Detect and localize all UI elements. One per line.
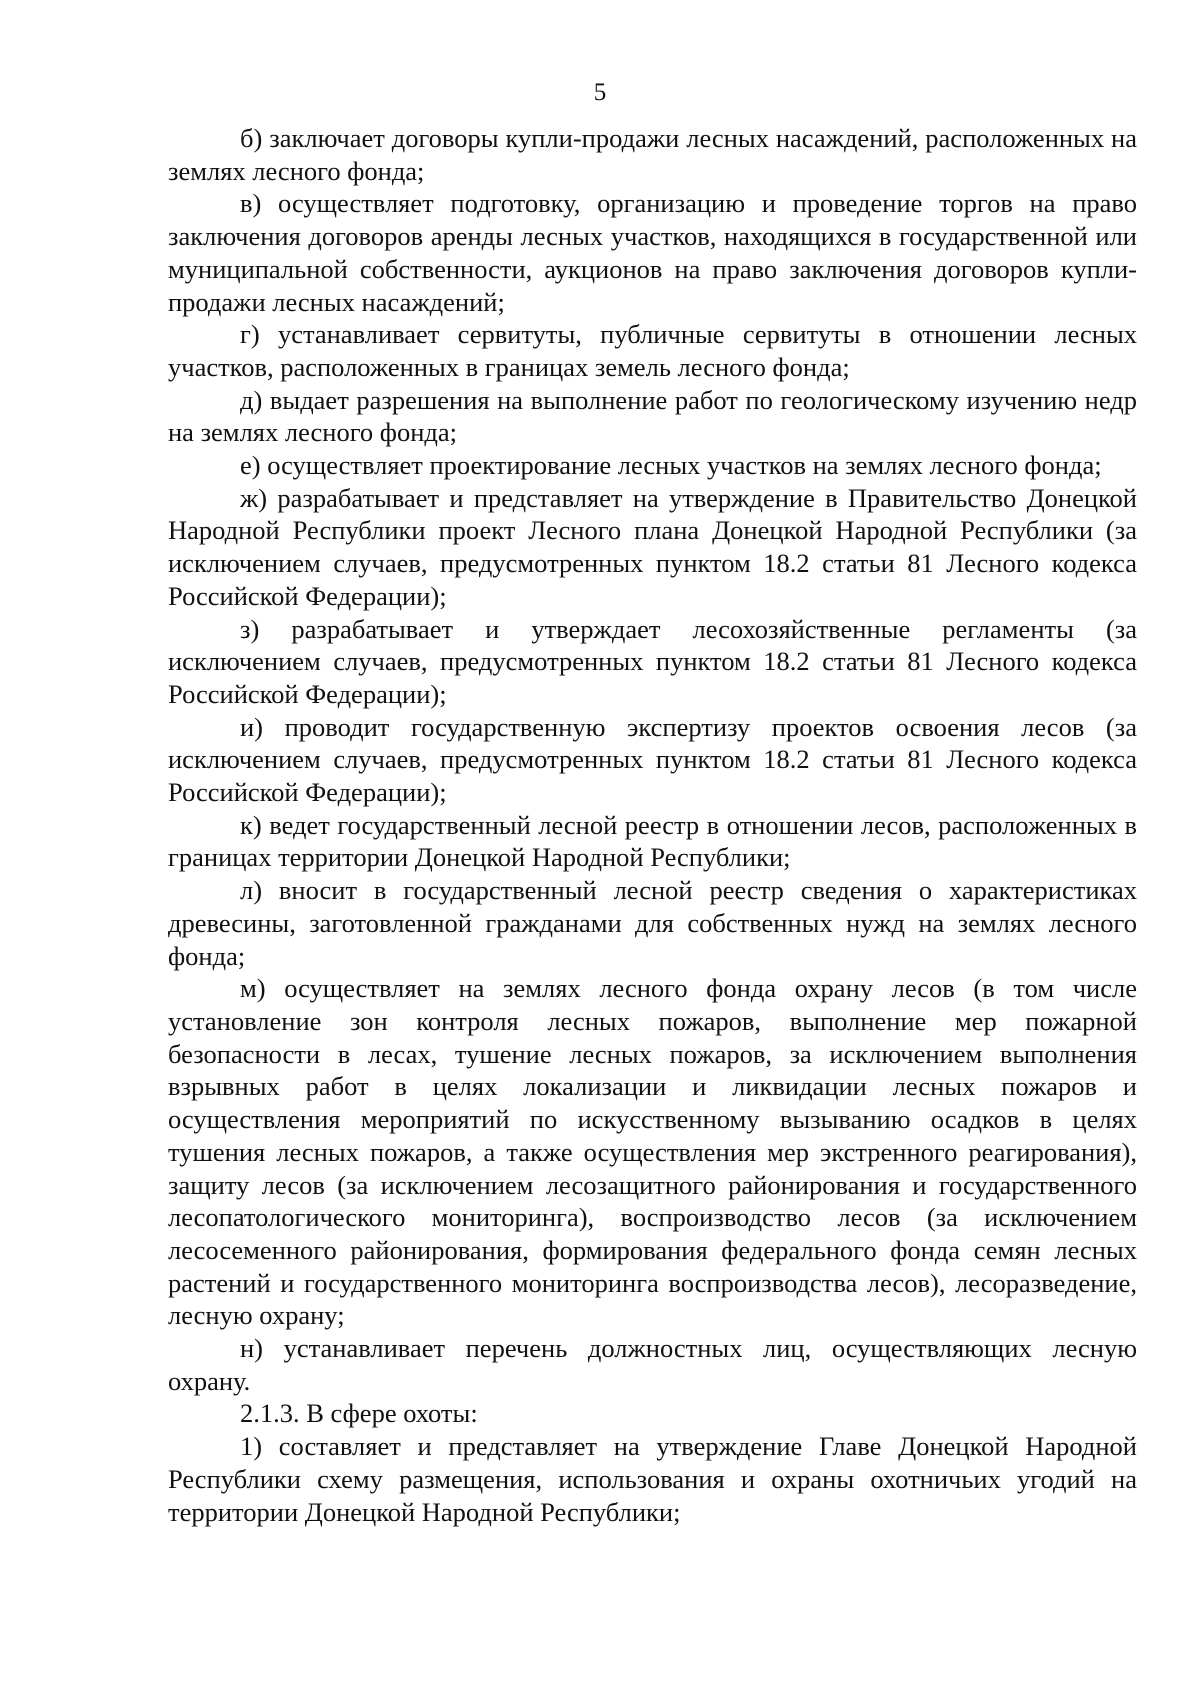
paragraph-n: н) устанавливает перечень должностных лиц, осуществляющих лесную охрану. — [168, 1333, 1137, 1396]
paragraph-1: 1) составляет и представляет на утверждение Главе Донецкой Народной Республики схему размещения, использования и охраны охотничьих угодий на территории Донецкой Народной Республики; — [168, 1431, 1137, 1527]
paragraph-zh: ж) разрабатывает и представляет на утверждение в Правительство Донецкой Народной Республики проект Лесного плана Донецкой Народной Республики (за исключением случаев, предусмотренных пунктом 18.2 статьи 81 Лесного кодекса Российской Федерации); — [168, 482, 1137, 611]
document-body — [168, 122, 1137, 1528]
page-number: 5 — [593, 79, 607, 106]
paragraph-e: е) осуществляет проектирование лесных участков на землях лесного фонда; — [240, 450, 1102, 481]
paragraph-m: м) осуществляет на землях лесного фонда охрану лесов (в том числе установление зон контроля лесных пожаров, выполнение мер пожарной безопасности в лесах, тушение лесных пожаров, за исключением выполнения взрывных работ в целях локализации и ликвидации лесных пожаров и осуществления мероприятий по искусственному вызыванию осадков в целях тушения лесных пожаров, а также осуществления мер экстренного реагирования), защиту лесов (за исключением лесозащитного районирования и государственного лесопатологического мониторинга), воспроизводство лесов (за исключением лесосеменного районирования, формирования федерального фонда семян лесных растений и государственного мониторинга воспроизводства лесов), лесоразведение, лесную охрану; — [168, 973, 1137, 1331]
paragraph-g: г) устанавливает сервитуты, публичные сервитуты в отношении лесных участков, расположенных в границах земель лесного фонда; — [168, 319, 1137, 382]
paragraph-l: л) вносит в государственный лесной реестр сведения о характеристиках древесины, заготовленной гражданами для собственных нужд на землях лесного фонда; — [168, 875, 1137, 971]
paragraph-k: к) ведет государственный лесной реестр в отношении лесов, расположенных в границах территории Донецкой Народной Республики; — [168, 809, 1137, 873]
paragraph-z: з) разрабатывает и утверждает лесохозяйственные регламенты (за исключением случаев, предусмотренных пунктом 18.2 статьи 81 Лесного кодекса Российской Федерации); — [168, 613, 1137, 709]
paragraph-i: и) проводит государственную экспертизу проектов освоения лесов (за исключением случаев, предусмотренных пунктом 18.2 статьи 81 Лесного кодекса Российской Федерации); — [168, 711, 1137, 808]
paragraph-b: б) заключает договоры купли-продажи лесных насаждений, расположенных на землях лесного фонда; — [168, 123, 1137, 186]
paragraph-v: в) осуществляет подготовку, организацию и проведение торгов на право заключения договоров аренды лесных участков, находящихся в государственной или муниципальной собственности, аукционов на право заключения договоров купли-продажи лесных насаждений; — [168, 188, 1137, 317]
paragraph-d: д) выдает разрешения на выполнение работ по геологическому изучению недр на землях лесного фонда; — [168, 384, 1137, 448]
section-heading-hunting: 2.1.3. В сфере охоты: — [240, 1398, 478, 1429]
